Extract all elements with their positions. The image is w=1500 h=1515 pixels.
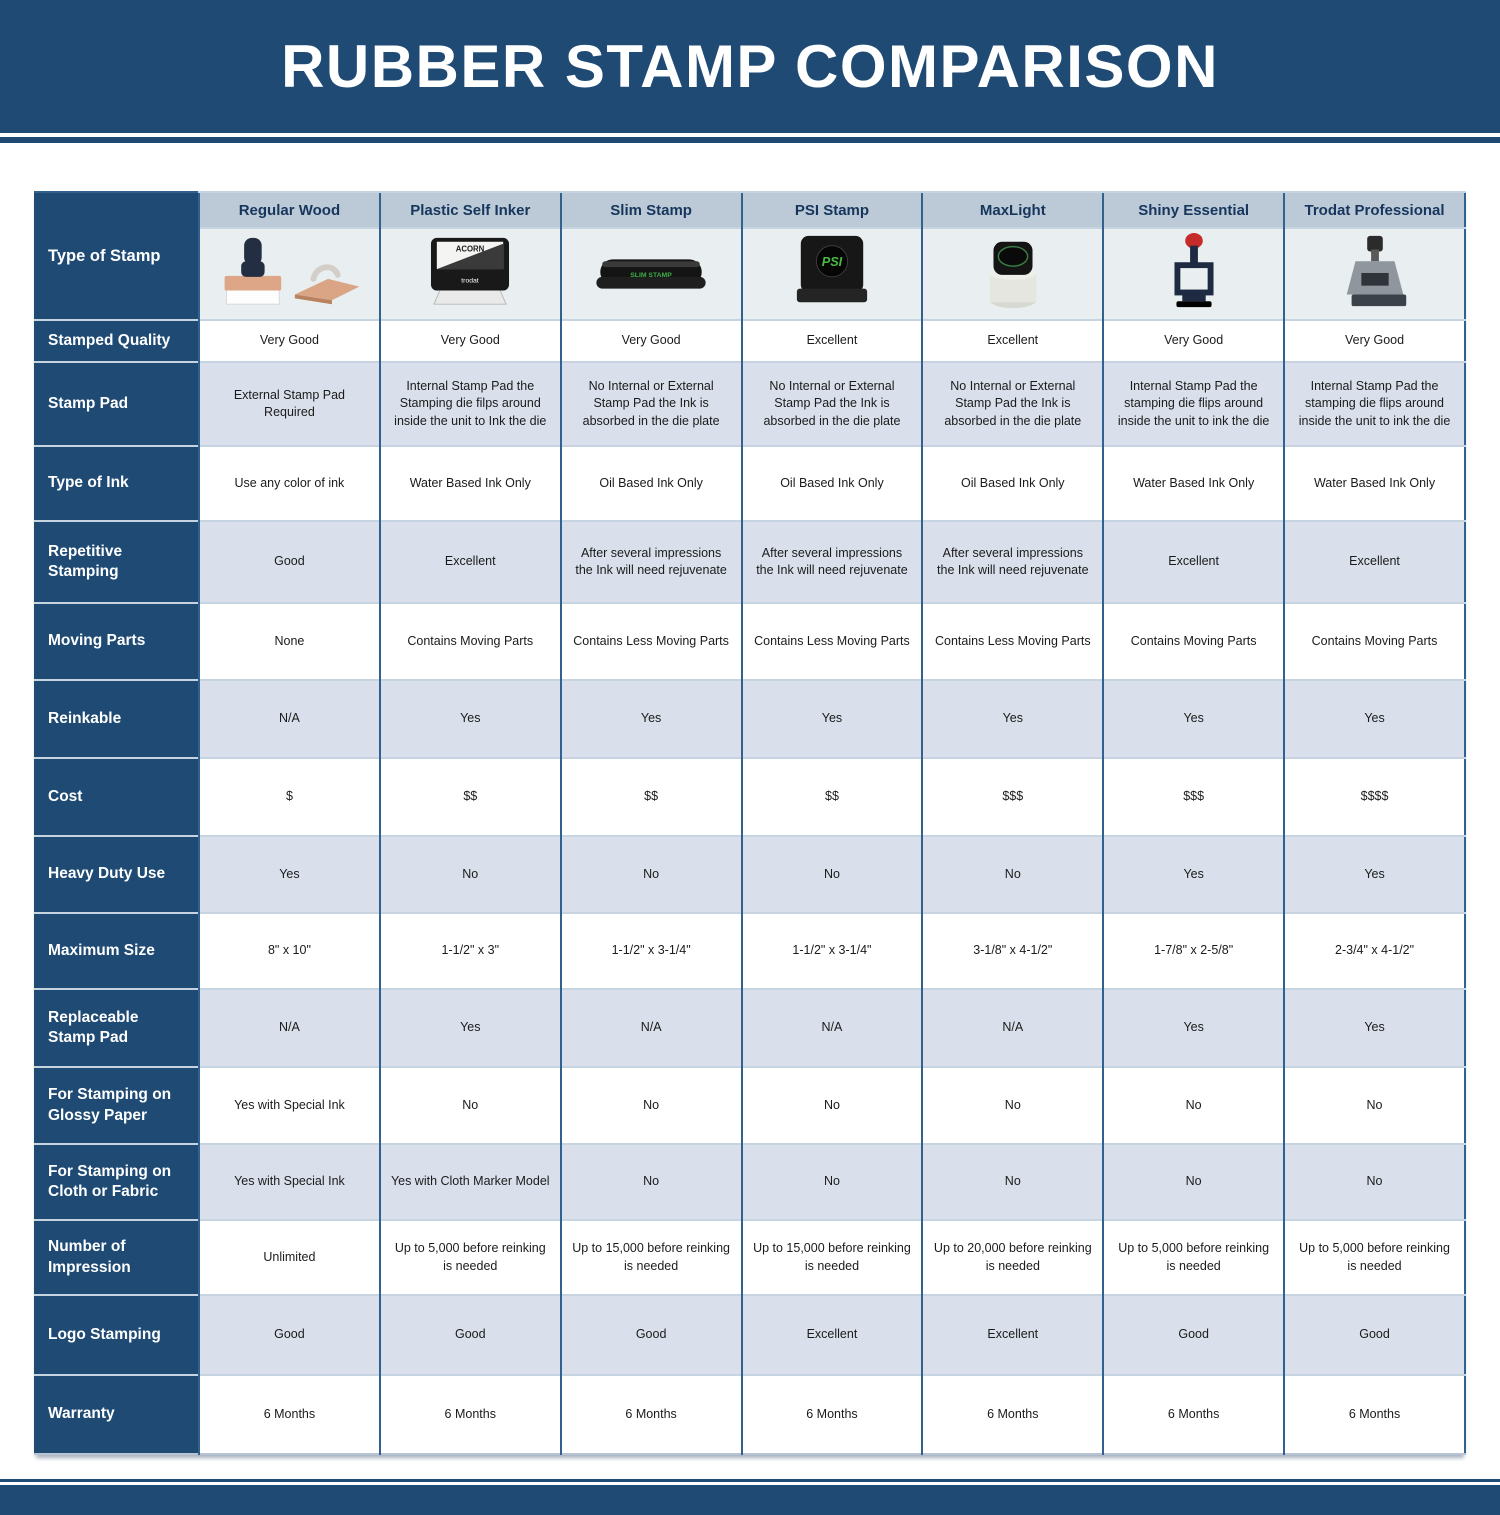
cell-heavy-duty-use-trodat-professional: Yes [1284,836,1465,913]
table-row-replaceable-stamp-pad [34,989,1465,1067]
stamp-image-row [34,228,1465,320]
slim-stamp-icon [572,232,730,312]
table-row-logo-stamping [34,1295,1465,1375]
row-label-stamp-pad: Stamp Pad [34,362,199,446]
cell-warranty-slim-stamp: 6 Months [561,1375,742,1454]
cell-heavy-duty-use-regular-wood: Yes [199,836,380,913]
cell-stamp-pad-maxlight: No Internal or External Stamp Pad the Ink is absorbed in the die plate [922,362,1103,446]
cell-warranty-psi-stamp: 6 Months [742,1375,923,1454]
svg-text:trodat: trodat [461,277,479,285]
cell-cost-plastic-self-inker: $$ [380,758,561,836]
cell-repetitive-stamping-psi-stamp: After several impressions the Ink will need rejuvenate [742,521,923,603]
table-row-warranty [34,1375,1465,1454]
cell-number-of-impression-maxlight: Up to 20,000 before reinking is needed [922,1220,1103,1295]
table-row-reinkable [34,680,1465,758]
cell-reinkable-psi-stamp: Yes [742,680,923,758]
cell-logo-stamping-maxlight: Excellent [922,1295,1103,1375]
cell-replaceable-stamp-pad-trodat-professional: Yes [1284,989,1465,1067]
column-header-trodat-professional: Trodat Professional [1284,192,1465,228]
cell-type-of-ink-plastic-self-inker: Water Based Ink Only [380,446,561,521]
cell-moving-parts-slim-stamp: Contains Less Moving Parts [561,603,742,680]
cell-stamp-pad-plastic-self-inker: Internal Stamp Pad the Stamping die filps around inside the unit to Ink the die [380,362,561,446]
cell-stamped-quality-plastic-self-inker: Very Good [380,320,561,362]
table-row-heavy-duty-use [34,836,1465,913]
cell-repetitive-stamping-shiny-essential: Excellent [1103,521,1284,603]
cell-for-stamping-on-glossy-paper-trodat-professional: No [1284,1067,1465,1144]
comparison-table [34,191,1466,1455]
cell-number-of-impression-regular-wood: Unlimited [199,1220,380,1295]
cell-warranty-regular-wood: 6 Months [199,1375,380,1454]
cell-heavy-duty-use-maxlight: No [922,836,1103,913]
table-row-type-of-ink [34,446,1465,521]
cell-stamped-quality-psi-stamp: Excellent [742,320,923,362]
cell-for-stamping-on-cloth-or-fabric-shiny-essential: No [1103,1144,1284,1220]
cell-for-stamping-on-glossy-paper-plastic-self-inker: No [380,1067,561,1144]
cell-replaceable-stamp-pad-regular-wood: N/A [199,989,380,1067]
cell-maximum-size-trodat-professional: 2-3/4" x 4-1/2" [1284,913,1465,989]
row-label-replaceable-stamp-pad: Replaceable Stamp Pad [34,989,199,1067]
cell-maximum-size-psi-stamp: 1-1/2" x 3-1/4" [742,913,923,989]
cell-logo-stamping-shiny-essential: Good [1103,1295,1284,1375]
cell-logo-stamping-psi-stamp: Excellent [742,1295,923,1375]
cell-replaceable-stamp-pad-slim-stamp: N/A [561,989,742,1067]
plastic-self-inker-stamp-icon [391,232,549,312]
svg-text:SLIM STAMP: SLIM STAMP [630,271,672,279]
table-row-cost [34,758,1465,836]
cell-moving-parts-regular-wood: None [199,603,380,680]
row-label-for-stamping-on-glossy-paper: For Stamping on Glossy Paper [34,1067,199,1144]
table-row-stamped-quality [34,320,1465,362]
table-row-number-of-impression [34,1220,1465,1295]
cell-moving-parts-shiny-essential: Contains Moving Parts [1103,603,1284,680]
cell-warranty-plastic-self-inker: 6 Months [380,1375,561,1454]
cell-for-stamping-on-cloth-or-fabric-trodat-professional: No [1284,1144,1465,1220]
cell-cost-trodat-professional: $$$$ [1284,758,1465,836]
cell-stamp-pad-regular-wood: External Stamp Pad Required [199,362,380,446]
column-header-psi-stamp: PSI Stamp [742,192,923,228]
column-header-regular-wood: Regular Wood [199,192,380,228]
cell-stamped-quality-slim-stamp: Very Good [561,320,742,362]
cell-cost-shiny-essential: $$$ [1103,758,1284,836]
type-of-stamp-cell [1103,228,1284,320]
cell-repetitive-stamping-maxlight: After several impressions the Ink will need rejuvenate [922,521,1103,603]
cell-warranty-trodat-professional: 6 Months [1284,1375,1465,1454]
cell-stamped-quality-regular-wood: Very Good [199,320,380,362]
cell-for-stamping-on-cloth-or-fabric-regular-wood: Yes with Special Ink [199,1144,380,1220]
cell-cost-psi-stamp: $$ [742,758,923,836]
cell-cost-maxlight: $$$ [922,758,1103,836]
cell-warranty-shiny-essential: 6 Months [1103,1375,1284,1454]
page-header [0,0,1500,133]
cell-replaceable-stamp-pad-maxlight: N/A [922,989,1103,1067]
cell-for-stamping-on-glossy-paper-shiny-essential: No [1103,1067,1284,1144]
cell-heavy-duty-use-plastic-self-inker: No [380,836,561,913]
cell-for-stamping-on-cloth-or-fabric-psi-stamp: No [742,1144,923,1220]
svg-text:ACORN: ACORN [455,244,485,254]
cell-logo-stamping-slim-stamp: Good [561,1295,742,1375]
cell-number-of-impression-plastic-self-inker: Up to 5,000 before reinking is needed [380,1220,561,1295]
cell-reinkable-trodat-professional: Yes [1284,680,1465,758]
type-of-stamp-cell [742,228,923,320]
cell-moving-parts-psi-stamp: Contains Less Moving Parts [742,603,923,680]
cell-reinkable-slim-stamp: Yes [561,680,742,758]
cell-reinkable-shiny-essential: Yes [1103,680,1284,758]
cell-type-of-ink-psi-stamp: Oil Based Ink Only [742,446,923,521]
cell-stamped-quality-shiny-essential: Very Good [1103,320,1284,362]
cell-type-of-ink-trodat-professional: Water Based Ink Only [1284,446,1465,521]
cell-warranty-maxlight: 6 Months [922,1375,1103,1454]
cell-cost-slim-stamp: $$ [561,758,742,836]
row-label-heavy-duty-use: Heavy Duty Use [34,836,199,913]
cell-heavy-duty-use-psi-stamp: No [742,836,923,913]
row-label-type-of-stamp: Type of Stamp [34,192,199,320]
cell-type-of-ink-slim-stamp: Oil Based Ink Only [561,446,742,521]
cell-moving-parts-maxlight: Contains Less Moving Parts [922,603,1103,680]
table-row-for-stamping-on-glossy-paper [34,1067,1465,1144]
shiny-essential-heavy-duty-stamp-icon [1115,232,1273,312]
cell-maximum-size-regular-wood: 8" x 10" [199,913,380,989]
column-header-slim-stamp: Slim Stamp [561,192,742,228]
cell-number-of-impression-trodat-professional: Up to 5,000 before reinking is needed [1284,1220,1465,1295]
cell-repetitive-stamping-regular-wood: Good [199,521,380,603]
cell-stamp-pad-shiny-essential: Internal Stamp Pad the stamping die flips around inside the unit to ink the die [1103,362,1284,446]
row-label-warranty: Warranty [34,1375,199,1454]
row-label-for-stamping-on-cloth-or-fabric: For Stamping on Cloth or Fabric [34,1144,199,1220]
cell-for-stamping-on-cloth-or-fabric-plastic-self-inker: Yes with Cloth Marker Model [380,1144,561,1220]
cell-type-of-ink-maxlight: Oil Based Ink Only [922,446,1103,521]
type-of-stamp-cell [561,228,742,320]
cell-cost-regular-wood: $ [199,758,380,836]
cell-maximum-size-maxlight: 3-1/8" x 4-1/2" [922,913,1103,989]
cell-replaceable-stamp-pad-shiny-essential: Yes [1103,989,1284,1067]
cell-maximum-size-slim-stamp: 1-1/2" x 3-1/4" [561,913,742,989]
cell-number-of-impression-psi-stamp: Up to 15,000 before reinking is needed [742,1220,923,1295]
type-of-stamp-cell [380,228,561,320]
row-label-moving-parts: Moving Parts [34,603,199,680]
cell-heavy-duty-use-shiny-essential: Yes [1103,836,1284,913]
cell-for-stamping-on-glossy-paper-psi-stamp: No [742,1067,923,1144]
row-label-stamped-quality: Stamped Quality [34,320,199,362]
footer-band [0,1485,1500,1515]
table-row-for-stamping-on-cloth-or-fabric [34,1144,1465,1220]
cell-for-stamping-on-cloth-or-fabric-maxlight: No [922,1144,1103,1220]
cell-type-of-ink-shiny-essential: Water Based Ink Only [1103,446,1284,521]
table-row-stamp-pad [34,362,1465,446]
cell-repetitive-stamping-trodat-professional: Excellent [1284,521,1465,603]
cell-number-of-impression-shiny-essential: Up to 5,000 before reinking is needed [1103,1220,1284,1295]
wood-hand-stamp-icon [210,232,368,312]
row-label-type-of-ink: Type of Ink [34,446,199,521]
cell-stamp-pad-slim-stamp: No Internal or External Stamp Pad the Ink is absorbed in the die plate [561,362,742,446]
row-label-logo-stamping: Logo Stamping [34,1295,199,1375]
table-row-maximum-size [34,913,1465,989]
cell-logo-stamping-plastic-self-inker: Good [380,1295,561,1375]
row-label-maximum-size: Maximum Size [34,913,199,989]
cell-heavy-duty-use-slim-stamp: No [561,836,742,913]
cell-replaceable-stamp-pad-plastic-self-inker: Yes [380,989,561,1067]
column-header-maxlight: MaxLight [922,192,1103,228]
row-label-number-of-impression: Number of Impression [34,1220,199,1295]
type-of-stamp-cell [922,228,1103,320]
cell-for-stamping-on-glossy-paper-maxlight: No [922,1067,1103,1144]
cell-stamp-pad-trodat-professional: Internal Stamp Pad the stamping die flips around inside the unit to ink the die [1284,362,1465,446]
row-label-reinkable: Reinkable [34,680,199,758]
row-label-cost: Cost [34,758,199,836]
column-header-plastic-self-inker: Plastic Self Inker [380,192,561,228]
cell-reinkable-regular-wood: N/A [199,680,380,758]
cell-stamped-quality-maxlight: Excellent [922,320,1103,362]
cell-stamp-pad-psi-stamp: No Internal or External Stamp Pad the Ink is absorbed in the die plate [742,362,923,446]
content-area [0,143,1500,1455]
cell-moving-parts-plastic-self-inker: Contains Moving Parts [380,603,561,680]
cell-maximum-size-plastic-self-inker: 1-1/2" x 3" [380,913,561,989]
cell-maximum-size-shiny-essential: 1-7/8" x 2-5/8" [1103,913,1284,989]
cell-moving-parts-trodat-professional: Contains Moving Parts [1284,603,1465,680]
cell-replaceable-stamp-pad-psi-stamp: N/A [742,989,923,1067]
cell-stamped-quality-trodat-professional: Very Good [1284,320,1465,362]
psi-pre-inked-stamp-icon [753,232,911,312]
table-body [34,320,1465,1454]
cell-for-stamping-on-glossy-paper-regular-wood: Yes with Special Ink [199,1067,380,1144]
cell-reinkable-maxlight: Yes [922,680,1103,758]
table-row-repetitive-stamping [34,521,1465,603]
cell-for-stamping-on-cloth-or-fabric-slim-stamp: No [561,1144,742,1220]
trodat-professional-stamp-icon [1296,232,1454,312]
cell-logo-stamping-regular-wood: Good [199,1295,380,1375]
cell-repetitive-stamping-slim-stamp: After several impressions the Ink will need rejuvenate [561,521,742,603]
footer-bar [0,1479,1500,1515]
cell-reinkable-plastic-self-inker: Yes [380,680,561,758]
cell-logo-stamping-trodat-professional: Good [1284,1295,1465,1375]
maxlight-pre-inked-stamp-icon [934,232,1092,312]
cell-number-of-impression-slim-stamp: Up to 15,000 before reinking is needed [561,1220,742,1295]
cell-repetitive-stamping-plastic-self-inker: Excellent [380,521,561,603]
page-title: RUBBER STAMP COMPARISON [281,33,1219,100]
svg-text:PSI: PSI [821,254,843,269]
row-label-repetitive-stamping: Repetitive Stamping [34,521,199,603]
type-of-stamp-cell [1284,228,1465,320]
cell-for-stamping-on-glossy-paper-slim-stamp: No [561,1067,742,1144]
cell-type-of-ink-regular-wood: Use any color of ink [199,446,380,521]
column-header-row [34,192,1465,228]
column-header-shiny-essential: Shiny Essential [1103,192,1284,228]
table-row-moving-parts [34,603,1465,680]
type-of-stamp-cell [199,228,380,320]
